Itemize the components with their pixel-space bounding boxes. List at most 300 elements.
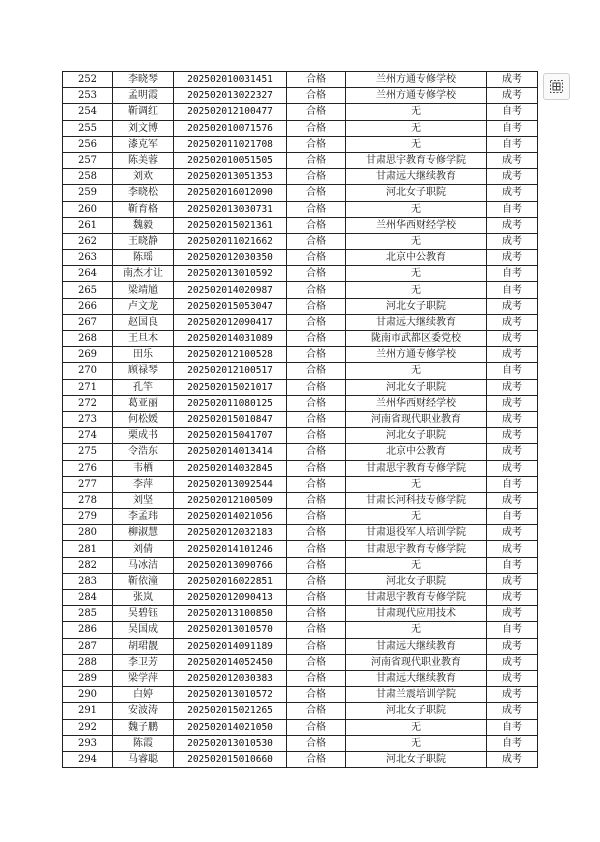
row-number-cell: 287 [63, 638, 113, 654]
name-cell: 张岚 [113, 590, 174, 606]
table-row [63, 314, 538, 330]
exam-type-cell: 成考 [487, 703, 538, 719]
exam-type-cell: 成考 [487, 411, 538, 427]
name-cell: 李卫芳 [113, 654, 174, 670]
result-cell: 合格 [287, 298, 346, 314]
exam-type-cell: 自考 [487, 735, 538, 751]
name-cell: 靳依潼 [113, 573, 174, 589]
exam-type-cell: 成考 [487, 638, 538, 654]
result-cell: 合格 [287, 411, 346, 427]
result-cell: 合格 [287, 104, 346, 120]
side-toolbar-button[interactable] [543, 73, 570, 100]
name-cell: 马冰洁 [113, 557, 174, 573]
institution-cell: 无 [346, 557, 487, 573]
exam-type-cell: 成考 [487, 331, 538, 347]
table-row [63, 136, 538, 152]
institution-cell: 甘肃现代应用技术 [346, 606, 487, 622]
result-cell: 合格 [287, 331, 346, 347]
exam-id-cell: 202502012090413 [174, 590, 287, 606]
table-row [63, 492, 538, 508]
exam-type-cell: 自考 [487, 104, 538, 120]
exam-id-cell: 202502014021056 [174, 509, 287, 525]
table-row [63, 460, 538, 476]
institution-cell: 北京中公教育 [346, 444, 487, 460]
institution-cell: 甘肃思宇教育专修学院 [346, 152, 487, 168]
table-row [63, 476, 538, 492]
row-number-cell: 292 [63, 719, 113, 735]
row-number-cell: 274 [63, 428, 113, 444]
result-cell: 合格 [287, 509, 346, 525]
row-number-cell: 273 [63, 411, 113, 427]
institution-cell: 兰州华西财经学校 [346, 395, 487, 411]
results-table [62, 71, 538, 768]
exam-type-cell: 成考 [487, 606, 538, 622]
institution-cell: 无 [346, 266, 487, 282]
row-number-cell: 255 [63, 120, 113, 136]
table-row [63, 557, 538, 573]
row-number-cell: 283 [63, 573, 113, 589]
exam-id-cell: 202502016022851 [174, 573, 287, 589]
exam-id-cell: 202502010051505 [174, 152, 287, 168]
exam-type-cell: 成考 [487, 152, 538, 168]
result-cell: 合格 [287, 266, 346, 282]
result-cell: 合格 [287, 201, 346, 217]
result-cell: 合格 [287, 185, 346, 201]
result-cell: 合格 [287, 525, 346, 541]
name-cell: 韦栖 [113, 460, 174, 476]
result-cell: 合格 [287, 282, 346, 298]
row-number-cell: 260 [63, 201, 113, 217]
row-number-cell: 264 [63, 266, 113, 282]
result-cell: 合格 [287, 573, 346, 589]
table-row [63, 298, 538, 314]
exam-id-cell: 202502015053047 [174, 298, 287, 314]
institution-cell: 甘肃思宇教育专修学院 [346, 590, 487, 606]
institution-cell: 河南省现代职业教育 [346, 411, 487, 427]
name-cell: 梁学萍 [113, 670, 174, 686]
exam-id-cell: 202502013100850 [174, 606, 287, 622]
result-cell: 合格 [287, 428, 346, 444]
exam-id-cell: 202502013092544 [174, 476, 287, 492]
row-number-cell: 257 [63, 152, 113, 168]
row-number-cell: 291 [63, 703, 113, 719]
institution-cell: 无 [346, 622, 487, 638]
table-row [63, 703, 538, 719]
row-number-cell: 263 [63, 250, 113, 266]
result-cell: 合格 [287, 363, 346, 379]
institution-cell: 兰州方通专修学校 [346, 88, 487, 104]
exam-id-cell: 202502013022327 [174, 88, 287, 104]
exam-id-cell: 202502014031089 [174, 331, 287, 347]
exam-id-cell: 202502014101246 [174, 541, 287, 557]
row-number-cell: 289 [63, 670, 113, 686]
name-cell: 安波涛 [113, 703, 174, 719]
row-number-cell: 279 [63, 509, 113, 525]
institution-cell: 甘肃长河科技专修学院 [346, 492, 487, 508]
table-row [63, 590, 538, 606]
exam-type-cell: 成考 [487, 88, 538, 104]
table-row [63, 428, 538, 444]
row-number-cell: 254 [63, 104, 113, 120]
result-cell: 合格 [287, 492, 346, 508]
exam-type-cell: 自考 [487, 266, 538, 282]
table-row [63, 395, 538, 411]
row-number-cell: 285 [63, 606, 113, 622]
exam-type-cell: 成考 [487, 670, 538, 686]
result-cell: 合格 [287, 460, 346, 476]
exam-type-cell: 自考 [487, 120, 538, 136]
table-row [63, 347, 538, 363]
institution-cell: 无 [346, 120, 487, 136]
name-cell: 梁靖馗 [113, 282, 174, 298]
row-number-cell: 252 [63, 72, 113, 88]
name-cell: 李萍 [113, 476, 174, 492]
exam-id-cell: 202502014032845 [174, 460, 287, 476]
row-number-cell: 286 [63, 622, 113, 638]
institution-cell: 甘肃思宇教育专修学院 [346, 460, 487, 476]
institution-cell: 河北女子职院 [346, 703, 487, 719]
table-row [63, 509, 538, 525]
exam-type-cell: 自考 [487, 201, 538, 217]
institution-cell: 河北女子职院 [346, 298, 487, 314]
table-row [63, 185, 538, 201]
exam-type-cell: 成考 [487, 379, 538, 395]
result-cell: 合格 [287, 314, 346, 330]
name-cell: 栗成书 [113, 428, 174, 444]
exam-id-cell: 202502015021265 [174, 703, 287, 719]
exam-type-cell: 成考 [487, 250, 538, 266]
result-cell: 合格 [287, 719, 346, 735]
result-cell: 合格 [287, 735, 346, 751]
institution-cell: 河北女子职院 [346, 573, 487, 589]
row-number-cell: 288 [63, 654, 113, 670]
exam-id-cell: 202502014020987 [174, 282, 287, 298]
institution-cell: 无 [346, 476, 487, 492]
name-cell: 刘文博 [113, 120, 174, 136]
row-number-cell: 282 [63, 557, 113, 573]
result-cell: 合格 [287, 233, 346, 249]
table-row [63, 573, 538, 589]
name-cell: 何松媛 [113, 411, 174, 427]
institution-cell: 甘肃思宇教育专修学院 [346, 541, 487, 557]
name-cell: 王旦木 [113, 331, 174, 347]
exam-type-cell: 自考 [487, 622, 538, 638]
row-number-cell: 270 [63, 363, 113, 379]
name-cell: 柳淑慧 [113, 525, 174, 541]
result-cell: 合格 [287, 217, 346, 233]
exam-type-cell: 成考 [487, 460, 538, 476]
institution-cell: 陇南市武都区委党校 [346, 331, 487, 347]
table-row [63, 751, 538, 767]
exam-id-cell: 202502014013414 [174, 444, 287, 460]
exam-type-cell: 成考 [487, 72, 538, 88]
exam-type-cell: 成考 [487, 428, 538, 444]
exam-type-cell: 成考 [487, 573, 538, 589]
row-number-cell: 277 [63, 476, 113, 492]
name-cell: 李孟玮 [113, 509, 174, 525]
exam-type-cell: 成考 [487, 233, 538, 249]
name-cell: 南杰才让 [113, 266, 174, 282]
exam-type-cell: 成考 [487, 169, 538, 185]
row-number-cell: 280 [63, 525, 113, 541]
institution-cell: 无 [346, 735, 487, 751]
table-row [63, 104, 538, 120]
institution-cell: 甘肃远大继续教育 [346, 169, 487, 185]
result-cell: 合格 [287, 88, 346, 104]
exam-id-cell: 202502013090766 [174, 557, 287, 573]
row-number-cell: 271 [63, 379, 113, 395]
row-number-cell: 284 [63, 590, 113, 606]
row-number-cell: 261 [63, 217, 113, 233]
row-number-cell: 293 [63, 735, 113, 751]
exam-id-cell: 202502015021017 [174, 379, 287, 395]
name-cell: 刘坚 [113, 492, 174, 508]
exam-id-cell: 202502010071576 [174, 120, 287, 136]
result-cell: 合格 [287, 703, 346, 719]
name-cell: 顾禄琴 [113, 363, 174, 379]
exam-id-cell: 202502013030731 [174, 201, 287, 217]
row-number-cell: 275 [63, 444, 113, 460]
exam-id-cell: 202502013010530 [174, 735, 287, 751]
exam-id-cell: 202502013010570 [174, 622, 287, 638]
row-number-cell: 272 [63, 395, 113, 411]
row-number-cell: 258 [63, 169, 113, 185]
row-number-cell: 259 [63, 185, 113, 201]
institution-cell: 甘肃远大继续教育 [346, 638, 487, 654]
exam-type-cell: 自考 [487, 282, 538, 298]
exam-type-cell: 成考 [487, 314, 538, 330]
name-cell: 王晓静 [113, 233, 174, 249]
result-cell: 合格 [287, 347, 346, 363]
table-row [63, 363, 538, 379]
exam-id-cell: 202502012030383 [174, 670, 287, 686]
result-cell: 合格 [287, 152, 346, 168]
name-cell: 卢文龙 [113, 298, 174, 314]
row-number-cell: 278 [63, 492, 113, 508]
exam-id-cell: 202502013051353 [174, 169, 287, 185]
exam-type-cell: 成考 [487, 217, 538, 233]
exam-id-cell: 202502011080125 [174, 395, 287, 411]
exam-id-cell: 202502013010592 [174, 266, 287, 282]
table-row [63, 735, 538, 751]
row-number-cell: 268 [63, 331, 113, 347]
exam-type-cell: 成考 [487, 347, 538, 363]
table-row [63, 250, 538, 266]
exam-id-cell: 202502015021361 [174, 217, 287, 233]
name-cell: 李晓琴 [113, 72, 174, 88]
exam-id-cell: 202502012030350 [174, 250, 287, 266]
result-cell: 合格 [287, 379, 346, 395]
table-row [63, 379, 538, 395]
institution-cell: 河北女子职院 [346, 185, 487, 201]
exam-id-cell: 202502012100528 [174, 347, 287, 363]
row-number-cell: 262 [63, 233, 113, 249]
table-row [63, 152, 538, 168]
institution-cell: 河南省现代职业教育 [346, 654, 487, 670]
row-number-cell: 276 [63, 460, 113, 476]
exam-id-cell: 202502011021708 [174, 136, 287, 152]
institution-cell: 甘肃远大继续教育 [346, 670, 487, 686]
result-cell: 合格 [287, 590, 346, 606]
table-row [63, 331, 538, 347]
table-row [63, 622, 538, 638]
result-cell: 合格 [287, 622, 346, 638]
institution-cell: 甘肃退役军人培训学院 [346, 525, 487, 541]
table-row [63, 687, 538, 703]
exam-id-cell: 202502014021050 [174, 719, 287, 735]
name-cell: 令浩东 [113, 444, 174, 460]
institution-cell: 无 [346, 201, 487, 217]
name-cell: 赵国良 [113, 314, 174, 330]
exam-id-cell: 202502016012090 [174, 185, 287, 201]
table-row [63, 411, 538, 427]
table-row [63, 719, 538, 735]
exam-type-cell: 成考 [487, 687, 538, 703]
name-cell: 白婷 [113, 687, 174, 703]
exam-id-cell: 202502012100509 [174, 492, 287, 508]
institution-cell: 河北女子职院 [346, 428, 487, 444]
name-cell: 孔竿 [113, 379, 174, 395]
table-select-icon [549, 79, 564, 94]
table-row [63, 525, 538, 541]
row-number-cell: 294 [63, 751, 113, 767]
table-row [63, 88, 538, 104]
name-cell: 陈美蓉 [113, 152, 174, 168]
exam-type-cell: 自考 [487, 136, 538, 152]
name-cell: 魏子鹏 [113, 719, 174, 735]
exam-id-cell: 202502014091189 [174, 638, 287, 654]
row-number-cell: 267 [63, 314, 113, 330]
exam-id-cell: 202502012032183 [174, 525, 287, 541]
name-cell: 李晓松 [113, 185, 174, 201]
result-cell: 合格 [287, 654, 346, 670]
institution-cell: 北京中公教育 [346, 250, 487, 266]
row-number-cell: 256 [63, 136, 113, 152]
institution-cell: 兰州华西财经学校 [346, 217, 487, 233]
table-row [63, 169, 538, 185]
name-cell: 田乐 [113, 347, 174, 363]
exam-id-cell: 202502012100477 [174, 104, 287, 120]
exam-type-cell: 成考 [487, 444, 538, 460]
exam-type-cell: 成考 [487, 751, 538, 767]
table-row [63, 233, 538, 249]
exam-type-cell: 成考 [487, 525, 538, 541]
institution-cell: 无 [346, 104, 487, 120]
table-row [63, 266, 538, 282]
name-cell: 靳育格 [113, 201, 174, 217]
result-cell: 合格 [287, 444, 346, 460]
exam-type-cell: 成考 [487, 590, 538, 606]
row-number-cell: 290 [63, 687, 113, 703]
exam-type-cell: 自考 [487, 557, 538, 573]
result-cell: 合格 [287, 169, 346, 185]
row-number-cell: 281 [63, 541, 113, 557]
exam-id-cell: 202502015010660 [174, 751, 287, 767]
name-cell: 靳调红 [113, 104, 174, 120]
result-cell: 合格 [287, 250, 346, 266]
exam-id-cell: 202502012090417 [174, 314, 287, 330]
institution-cell: 甘肃兰震培训学院 [346, 687, 487, 703]
name-cell: 马睿聪 [113, 751, 174, 767]
institution-cell: 河北女子职院 [346, 379, 487, 395]
table-row [63, 282, 538, 298]
exam-type-cell: 自考 [487, 509, 538, 525]
table-row [63, 444, 538, 460]
result-cell: 合格 [287, 638, 346, 654]
result-cell: 合格 [287, 557, 346, 573]
table-row [63, 606, 538, 622]
table-row [63, 541, 538, 557]
name-cell: 陈瑶 [113, 250, 174, 266]
exam-type-cell: 成考 [487, 492, 538, 508]
table-body [63, 72, 538, 768]
institution-cell: 兰州方通专修学校 [346, 347, 487, 363]
table-row [63, 670, 538, 686]
institution-cell: 无 [346, 136, 487, 152]
institution-cell: 兰州方通专修学校 [346, 72, 487, 88]
exam-id-cell: 202502015041707 [174, 428, 287, 444]
result-cell: 合格 [287, 120, 346, 136]
exam-id-cell: 202502012100517 [174, 363, 287, 379]
name-cell: 吴碧钰 [113, 606, 174, 622]
name-cell: 刘欢 [113, 169, 174, 185]
exam-id-cell: 202502011021662 [174, 233, 287, 249]
exam-id-cell: 202502015010847 [174, 411, 287, 427]
result-cell: 合格 [287, 395, 346, 411]
exam-id-cell: 202502014052450 [174, 654, 287, 670]
exam-type-cell: 自考 [487, 719, 538, 735]
exam-type-cell: 自考 [487, 363, 538, 379]
row-number-cell: 253 [63, 88, 113, 104]
institution-cell: 河北女子职院 [346, 751, 487, 767]
institution-cell: 无 [346, 282, 487, 298]
table-row [63, 72, 538, 88]
result-cell: 合格 [287, 687, 346, 703]
exam-type-cell: 成考 [487, 654, 538, 670]
result-cell: 合格 [287, 541, 346, 557]
exam-id-cell: 202502013010572 [174, 687, 287, 703]
name-cell: 陈霞 [113, 735, 174, 751]
name-cell: 魏毅 [113, 217, 174, 233]
exam-type-cell: 自考 [487, 476, 538, 492]
institution-cell: 无 [346, 509, 487, 525]
result-cell: 合格 [287, 606, 346, 622]
institution-cell: 无 [346, 719, 487, 735]
exam-type-cell: 成考 [487, 395, 538, 411]
exam-id-cell: 202502010031451 [174, 72, 287, 88]
exam-type-cell: 成考 [487, 541, 538, 557]
table-row [63, 201, 538, 217]
result-cell: 合格 [287, 670, 346, 686]
row-number-cell: 266 [63, 298, 113, 314]
table-row [63, 654, 538, 670]
name-cell: 刘倩 [113, 541, 174, 557]
name-cell: 吴国成 [113, 622, 174, 638]
result-cell: 合格 [287, 751, 346, 767]
name-cell: 漆克军 [113, 136, 174, 152]
row-number-cell: 265 [63, 282, 113, 298]
exam-type-cell: 成考 [487, 185, 538, 201]
name-cell: 胡珺靓 [113, 638, 174, 654]
table-row [63, 120, 538, 136]
result-cell: 合格 [287, 72, 346, 88]
institution-cell: 无 [346, 363, 487, 379]
exam-type-cell: 成考 [487, 298, 538, 314]
row-number-cell: 269 [63, 347, 113, 363]
institution-cell: 无 [346, 233, 487, 249]
result-cell: 合格 [287, 136, 346, 152]
name-cell: 孟明霞 [113, 88, 174, 104]
